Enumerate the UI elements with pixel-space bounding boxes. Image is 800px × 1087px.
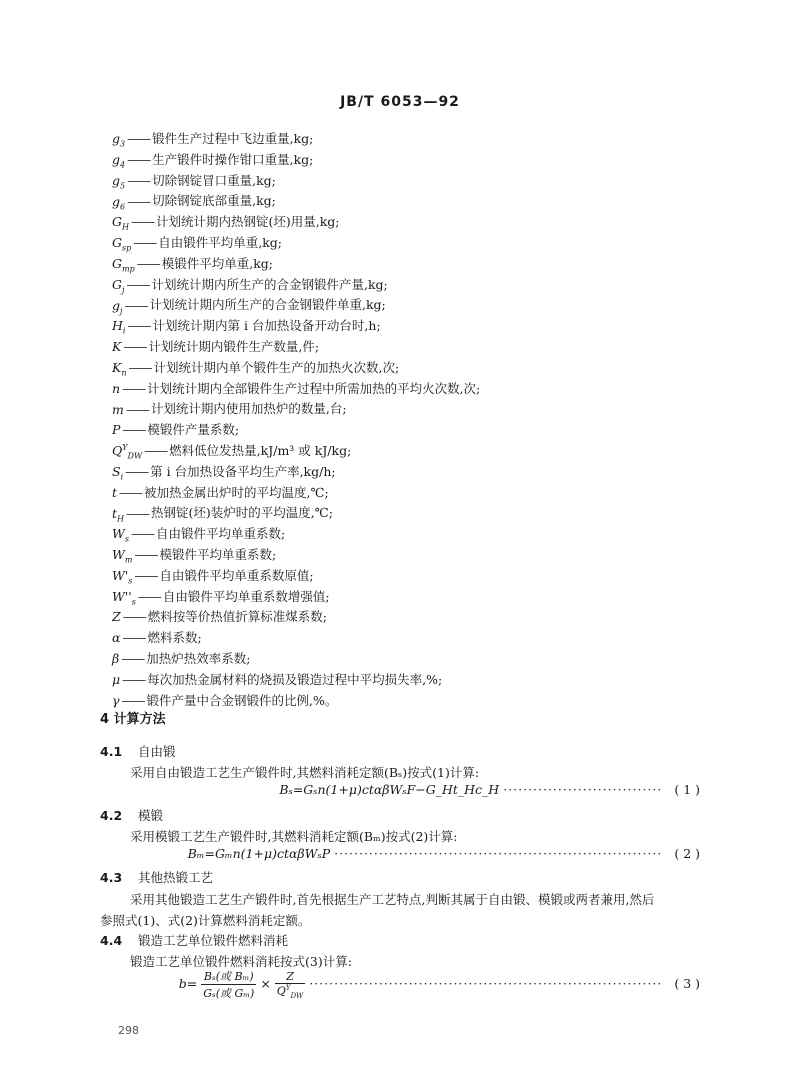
definition-item — [112, 230, 732, 251]
definition-symbol: $g_4$ — [112, 151, 126, 170]
definition-dash: —— — [127, 131, 151, 147]
definition-symbol: P — [112, 422, 121, 438]
formula-3-fraction-z — [275, 970, 305, 1000]
definition-text: 燃料低位发热量,kJ/m³ 或 kJ/kg; — [169, 443, 352, 459]
leader-dots: ································ — [503, 782, 663, 797]
fraction-numerator: Bₛ(或 Bₘ) — [201, 968, 256, 985]
definition-dash: —— — [125, 463, 149, 479]
definition-item — [112, 438, 732, 459]
subsection-title: 模锻 — [138, 808, 164, 823]
definition-text: 模锻件平均单重系数; — [159, 547, 277, 563]
definition-text: 第 i 台加热设备平均生产率,kg/h; — [150, 463, 336, 479]
definition-dash: —— — [134, 547, 158, 563]
section-4-title: 4 计算方法 — [100, 712, 166, 727]
definition-text: 计划统计期内锻件生产数量,件; — [148, 339, 320, 355]
formula-3-fraction-b — [201, 968, 256, 1001]
definition-text: 模锻件产量系数; — [147, 422, 240, 438]
definition-item — [112, 272, 732, 293]
definition-text: 锻件产量中合金钢锻件的比例,%。 — [146, 692, 338, 708]
subsection-title: 自由锻 — [138, 744, 176, 759]
definition-item — [112, 168, 732, 189]
definition-dash: —— — [128, 359, 152, 375]
definition-dash: —— — [124, 297, 148, 313]
definition-dash: —— — [126, 276, 150, 292]
definition-symbol: K — [112, 339, 122, 355]
paragraph-4-3-line-2: 参照式(1)、式(2)计算燃料消耗定额。 — [100, 913, 311, 928]
definition-text: 燃料按等价热值折算标准煤系数; — [147, 609, 327, 625]
fraction-denominator — [275, 984, 305, 1000]
definition-symbol: α — [112, 630, 121, 646]
definition-dash: —— — [122, 609, 146, 625]
subsection-4-4-heading — [100, 931, 288, 949]
definition-symbol: m — [112, 401, 124, 417]
definition-symbol: $g_3$ — [112, 131, 126, 149]
definition-item — [112, 480, 732, 501]
leader-dots: ······································································· — [309, 976, 663, 991]
times-sign: × — [260, 976, 271, 991]
definition-text: 自由锻件平均单重系数增强值; — [162, 588, 330, 604]
q-symbol: Q — [276, 984, 286, 998]
equation-number-3: ( 3 ) — [674, 976, 700, 991]
definition-item — [112, 521, 732, 542]
definition-item — [112, 188, 732, 212]
definition-dash: —— — [123, 339, 147, 355]
fraction-numerator: Z — [275, 970, 305, 984]
definition-text: 切除钢锭冒口重量,kg; — [152, 172, 276, 188]
definition-symbol: μ — [112, 671, 121, 687]
definition-item — [112, 376, 732, 397]
definition-item — [112, 584, 732, 605]
definition-dash: —— — [136, 255, 160, 271]
definition-symbol: n — [112, 380, 121, 396]
paragraph-4-1: 采用自由锻造工艺生产锻件时,其燃料消耗定额(Bₛ)按式(1)计算: — [130, 765, 480, 780]
standard-number-header: JB/T 6053—92 — [340, 94, 460, 110]
definition-symbol: $H_i$ — [112, 318, 126, 336]
subsection-4-3-heading — [100, 868, 213, 886]
definition-text: 自由锻件平均单重系数原值; — [159, 567, 314, 583]
definition-item — [112, 500, 732, 521]
definition-dash: —— — [133, 235, 157, 251]
definition-dash: —— — [121, 651, 145, 667]
definition-text: 加热炉热效率系数; — [146, 651, 251, 667]
definition-symbol: $Q^Y_{DW}$ — [112, 442, 143, 461]
definition-symbol: Z — [112, 609, 121, 625]
definition-dash: —— — [122, 422, 146, 438]
q-superscript: Y — [285, 983, 291, 992]
subsection-title: 锻造工艺单位锻件燃料消耗 — [138, 933, 289, 948]
definition-text: 生产锻件时操作钳口重量,kg; — [152, 151, 314, 167]
definition-text: 计划统计期内热钢锭(坯)用量,kg; — [155, 214, 340, 230]
definition-item — [112, 667, 732, 688]
formula-1-expression: Bₛ=Gₛn(1+μ)ctαβWₛF−G_Ht_Hc_H — [279, 782, 500, 797]
definition-item — [112, 313, 732, 334]
subsection-number: 4.2 — [100, 808, 123, 823]
definition-text: 计划统计期内所生产的合金钢锻件产量,kg; — [151, 276, 388, 292]
subsection-number: 4.3 — [100, 870, 123, 885]
equation-number-1: ( 1 ) — [674, 782, 700, 797]
definition-dash: —— — [134, 567, 158, 583]
definition-text: 燃料系数; — [147, 630, 202, 646]
subsection-title: 其他热锻工艺 — [138, 870, 214, 885]
q-subscript: DW — [290, 991, 304, 1000]
definition-item — [112, 396, 732, 417]
definition-symbol: $t_H$ — [112, 505, 125, 523]
definition-symbol: $g_6$ — [112, 193, 126, 212]
fraction-denominator: Gₛ(或 Gₘ) — [203, 987, 255, 1000]
definition-symbol: $W''_s$ — [112, 588, 136, 607]
formula-2 — [0, 846, 700, 861]
subsection-4-2-heading — [100, 806, 163, 824]
definition-dash: —— — [121, 692, 145, 708]
definition-symbol: $G_j$ — [112, 276, 125, 295]
definition-item — [112, 604, 732, 625]
definition-text: 计划统计期内单个锻件生产的加热火次数,次; — [153, 359, 400, 375]
definition-symbol: $S_i$ — [112, 463, 124, 482]
definition-dash: —— — [126, 505, 150, 521]
page-number: 298 — [118, 1024, 139, 1037]
formula-3 — [0, 968, 700, 1001]
definition-item — [112, 355, 732, 376]
definition-dash: —— — [127, 193, 151, 209]
definition-dash: —— — [130, 526, 154, 542]
definition-dash: —— — [122, 630, 146, 646]
subsection-number: 4.1 — [100, 744, 123, 759]
definition-item — [112, 688, 732, 709]
definition-text: 计划统计期内使用加热炉的数量,台; — [150, 401, 347, 417]
definition-item — [112, 459, 732, 480]
definition-item — [112, 542, 732, 563]
definition-text: 自由锻件平均单重,kg; — [158, 235, 282, 251]
definition-dash: —— — [130, 214, 154, 230]
paragraph-4-2: 采用模锻工艺生产锻件时,其燃料消耗定额(Bₘ)按式(2)计算: — [130, 829, 458, 844]
symbol-definitions-list — [112, 126, 732, 708]
definition-text: 每次加热金属材料的烧损及锻造过程中平均损失率,%; — [147, 671, 443, 687]
formula-1 — [0, 782, 700, 797]
definition-symbol: $g_j$ — [112, 297, 123, 316]
definition-item — [112, 251, 732, 272]
definition-symbol: β — [112, 651, 120, 667]
definition-item — [112, 417, 732, 438]
definition-dash: —— — [122, 671, 146, 687]
formula-3-lhs: b= — [178, 976, 198, 991]
leader-dots: ·································································· — [334, 846, 663, 861]
definition-text: 锻件生产过程中飞边重量,kg; — [152, 131, 314, 147]
definition-item — [112, 147, 732, 168]
definition-dash: —— — [122, 380, 146, 396]
definition-symbol: $W_s$ — [112, 526, 129, 544]
definition-item — [112, 646, 732, 667]
definition-symbol: $G_H$ — [112, 214, 129, 232]
definition-dash: —— — [144, 443, 168, 459]
formula-2-expression: Bₘ=Gₘn(1+μ)ctαβWₛP — [187, 846, 331, 861]
definition-text: 自由锻件平均单重系数; — [155, 526, 286, 542]
definition-dash: —— — [127, 172, 151, 188]
definition-item — [112, 334, 732, 355]
subsection-4-1-heading — [100, 742, 176, 760]
definition-text: 模锻件平均单重,kg; — [161, 255, 273, 271]
definition-text: 计划统计期内所生产的合金钢锻件单重,kg; — [149, 297, 386, 313]
definition-text: 计划统计期内第 i 台加热设备开动台时,h; — [152, 318, 381, 334]
paragraph-4-3-line-1: 采用其他锻造工艺生产锻件时,首先根据生产工艺特点,判断其属于自由锻、模锻或两者兼用,然后 — [130, 892, 655, 907]
definition-dash: —— — [119, 484, 143, 500]
definition-symbol: $W_m$ — [112, 547, 133, 565]
definition-dash: —— — [137, 588, 161, 604]
definition-dash: —— — [127, 151, 151, 167]
equation-number-2: ( 2 ) — [674, 846, 700, 861]
definition-item — [112, 126, 732, 147]
definition-dash: —— — [127, 318, 151, 334]
definition-item — [112, 563, 732, 584]
definition-item — [112, 209, 732, 230]
paragraph-4-4: 锻造工艺单位锻件燃料消耗按式(3)计算: — [130, 954, 352, 969]
definition-dash: —— — [125, 401, 149, 417]
definition-symbol: $W'_s$ — [112, 567, 133, 586]
definition-text: 计划统计期内全部锻件生产过程中所需加热的平均火次数,次; — [147, 380, 481, 396]
definition-symbol: t — [112, 484, 118, 500]
definition-text: 热钢锭(坯)装炉时的平均温度,℃; — [151, 505, 333, 521]
definition-symbol: $g_5$ — [112, 172, 126, 191]
definition-text: 被加热金属出炉时的平均温度,℃; — [144, 484, 329, 500]
definition-item — [112, 625, 732, 646]
definition-symbol: $K_n$ — [112, 359, 127, 378]
definition-symbol: γ — [112, 692, 120, 708]
definition-symbol: $G_{mp}$ — [112, 255, 135, 274]
subsection-number: 4.4 — [100, 933, 123, 948]
definition-item — [112, 292, 732, 316]
definition-text: 切除钢锭底部重量,kg; — [152, 193, 276, 209]
definition-symbol: $G_{sp}$ — [112, 235, 132, 253]
